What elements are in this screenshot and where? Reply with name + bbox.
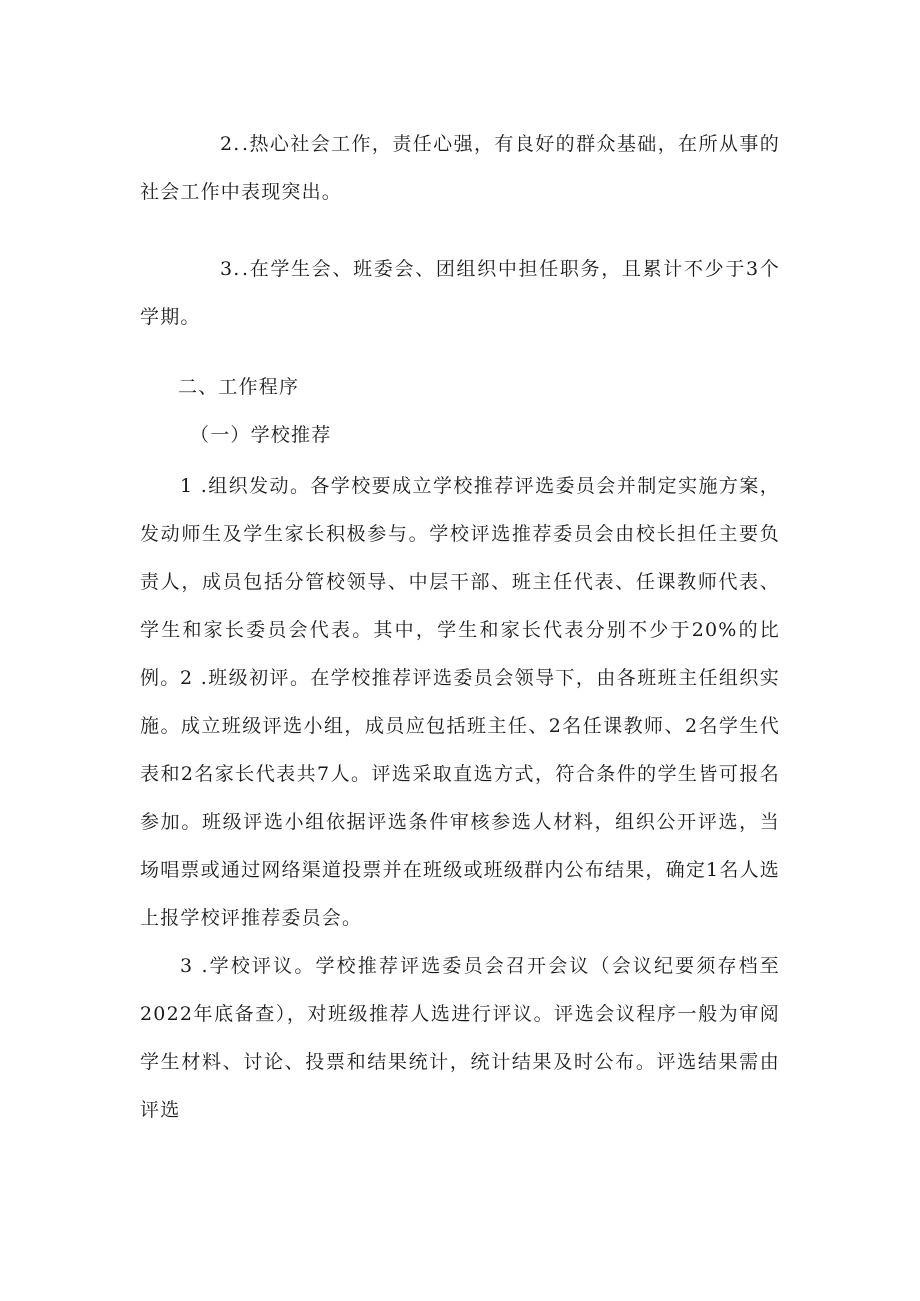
- list-item-3-number: 3.: [220, 258, 241, 280]
- paragraph-organize: 1 .组织发动。各学校要成立学校推荐评选委员会并制定实施方案，发动师生及学生家长积极参与。学校评选推荐委员会由校长担任主要负责人，成员包括分管校领导、中层干部、班主任代表、任课教师代表、学生和家长委员会代表。其中，学生和家长代表分别不少于20%的比例。: [140, 475, 780, 689]
- list-item-2-number: 2.: [220, 133, 241, 155]
- paragraph-class-review: 2 .班级初评。在学校推荐评选委员会领导下，由各班班主任组织实施。成立班级评选小组，成员应包括班主任、2名任课教师、2名学生代表和2名家长代表共7人。评选采取直选方式，符合条件的学生皆可报名参加。班级评选小组依据评选条件审核参选人材料，组织公开评选，当场唱票或通过网络渠道投票并在班级或班级群内公布结果，确定1名人选上报学校评推荐委员会。: [140, 667, 780, 929]
- list-item-2: [140, 120, 780, 216]
- section-heading: 二、工作程序: [178, 376, 300, 398]
- list-item-3-text: .在学生会、班委会、团组织中担任职务，且累计不少于3个学期。: [140, 258, 780, 328]
- list-item-3: [140, 245, 780, 341]
- list-item-2-text: .热心社会工作，责任心强，有良好的群众基础，在所从事的社会工作中表现突出。: [140, 133, 780, 203]
- subsection-heading: （一）学校推荐: [190, 424, 332, 446]
- paragraph-school-review: 3 .学校评议。学校推荐评选委员会召开会议（会议纪要须存档至2022年底备查），对班级推荐人选进行评议。评选会议程序一般为审阅学生材料、讨论、投票和结果统计，统计结果及时公布。评选结果需由评选: [140, 955, 780, 1121]
